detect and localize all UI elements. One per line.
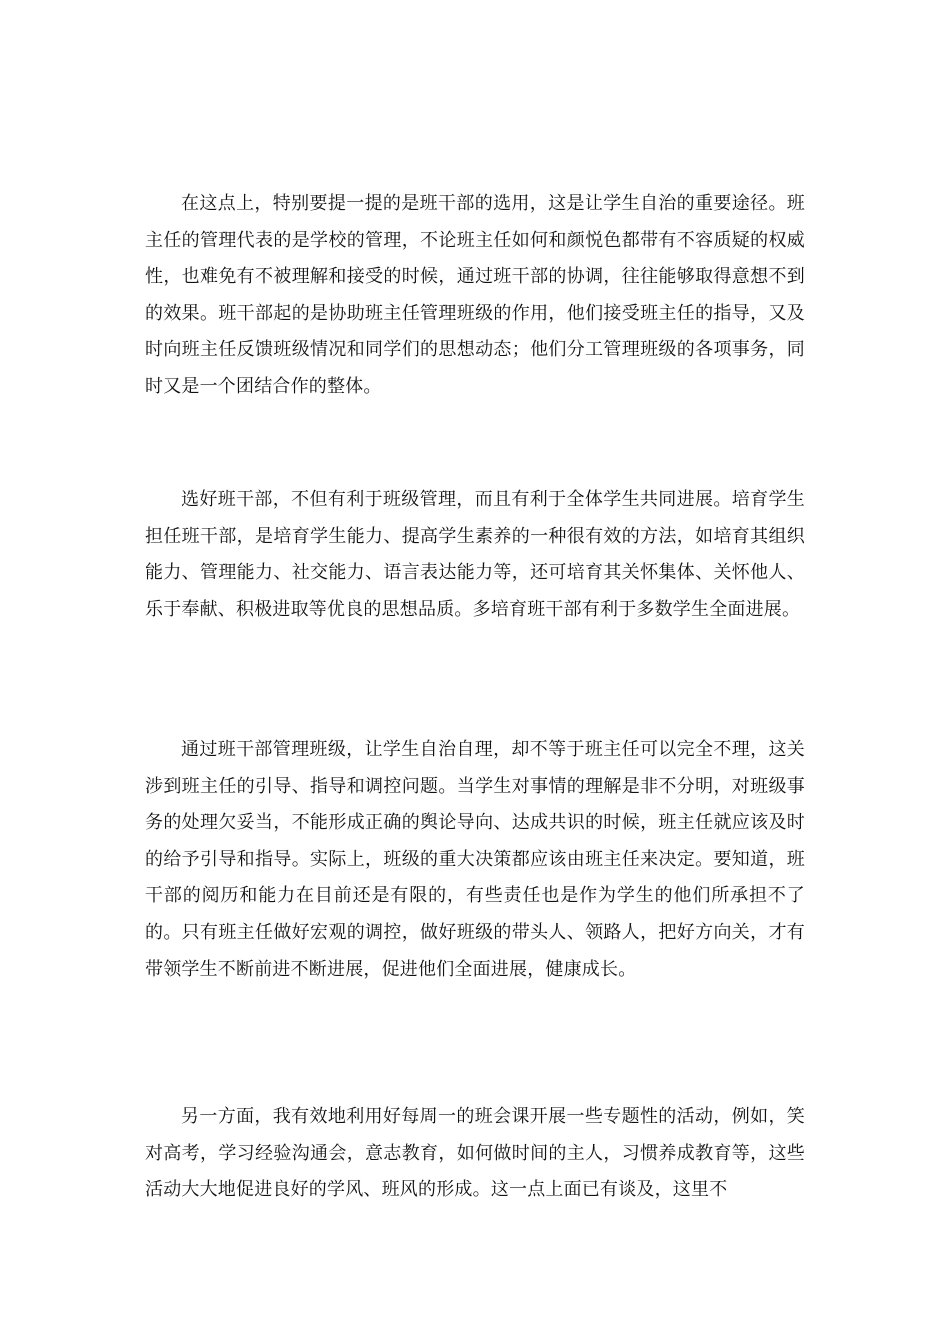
paragraph-teacher-guidance: 通过班干部管理班级，让学生自治自理，却不等于班主任可以完全不理，这关涉到班主任的引导、指导和调控问题。当学生对事情的理解是非不分明，对班级事务的处理欠妥当，不能形成正确的舆论导向、达成共识的时候，班主任就应该及时的给予引导和指导。实际上，班级的重大决策都应该由班主任来决定。要知道，班干部的阅历和能力在目前还是有限的，有些责任也是作为学生的他们所承担不了的。只有班主任做好宏观的调控，做好班级的带头人、领路人，把好方向关，才有带领学生不断前进不断进展，促进他们全面进展，健康成长。 xyxy=(145,739,805,980)
paragraph-class-meeting-activities: 另一方面，我有效地利用好每周一的班会课开展一些专题性的活动，例如，笑对高考，学习经验沟通会，意志教育，如何做时间的主人，习惯养成教育等，这些活动大大地促进良好的学风、班风的形成。这一点上面已有谈及，这里不 xyxy=(145,1106,805,1201)
paragraph-cadre-benefits: 选好班干部，不但有利于班级管理，而且有利于全体学生共同进展。培育学生担任班干部，是培育学生能力、提高学生素养的一种很有效的方法，如培育其组织能力、管理能力、社交能力、语言表达能力等，还可培育其关怀集体、关怀他人、乐于奉献、积极进取等优良的思想品质。多培育班干部有利于多数学生全面进展。 xyxy=(145,489,805,620)
paragraph-class-cadre-selection: 在这点上，特别要提一提的是班干部的选用，这是让学生自治的重要途径。班主任的管理代表的是学校的管理，不论班主任如何和颜悦色都带有不容质疑的权威性，也难免有不被理解和接受的时候，通过班干部的协调，往往能够取得意想不到的效果。班干部起的是协助班主任管理班级的作用，他们接受班主任的指导，又及时向班主任反馈班级情况和同学们的思想动态；他们分工管理班级的各项事务，同时又是一个团结合作的整体。 xyxy=(145,193,805,397)
